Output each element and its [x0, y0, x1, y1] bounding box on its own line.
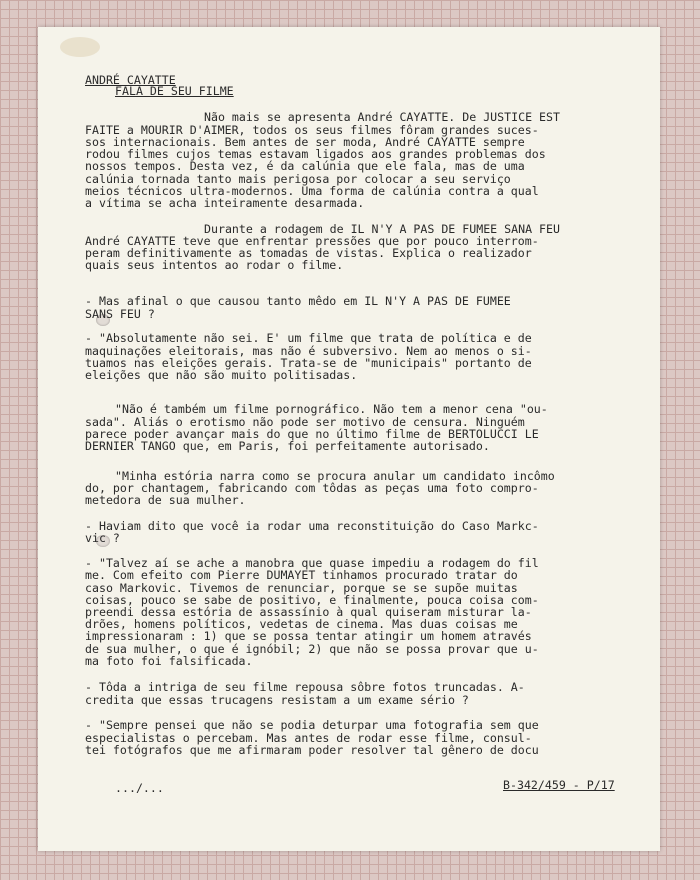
text-line: tuamos nas eleições gerais. Trata-se de "municipais" portanto de: [85, 356, 532, 370]
continuation-mark: .../...: [115, 781, 164, 795]
text-line: sada". Aliás o erotismo não pode ser motivo de censura. Ninguém: [85, 415, 525, 429]
text-line: peram definitivamente as tomadas de vistas. Explica o realizador: [85, 246, 532, 260]
text-line: vic ?: [85, 531, 120, 545]
text-line: - Tôda a intriga de seu filme repousa sôbre fotos truncadas. A-: [85, 680, 525, 694]
text-line: - "Absolutamente não sei. E' um filme que trata de política e de: [85, 331, 532, 345]
text-line: metedora de sua mulher.: [85, 493, 246, 507]
document-subheading: FALA DE SEU FILME: [115, 84, 234, 98]
text-line: credita que essas trucagens resistam a um exame sério ?: [85, 693, 469, 707]
text-line: ma foto foi falsificada.: [85, 654, 253, 668]
text-line: sos internacionais. Bem antes de ser moda, André CAYATTE sempre: [85, 135, 525, 149]
text-line: a vítima se acha inteiramente desarmada.: [85, 196, 365, 210]
text-line: rodou filmes cujos temas estavam ligados aos grandes problemas dos: [85, 147, 546, 161]
text-line: caso Markovic. Tivemos de renunciar, porque se se supõe muitas: [85, 581, 518, 595]
text-line: SANS FEU ?: [85, 307, 155, 321]
text-line: André CAYATTE teve que enfrentar pressões que por pouco interrom-: [85, 234, 539, 248]
text-line: eleições que não são muito politisadas.: [85, 368, 358, 382]
text-line: - Mas afinal o que causou tanto mêdo em IL N'Y A PAS DE FUMEE: [85, 294, 511, 308]
text-line: preendi dessa estória de assassínio à qual quiseram misturar la-: [85, 605, 532, 619]
text-line: do, por chantagem, fabricando com tôdas as peças uma foto compro-: [85, 481, 539, 495]
text-line: nossos tempos. Desta vez, é da calúnia que ele fala, mas de uma: [85, 159, 525, 173]
text-line: Durante a rodagem de IL N'Y A PAS DE FUMEE SANA FEU: [204, 222, 560, 236]
text-line: drões, homens políticos, vedetas de cinema. Mas duas coisas me: [85, 617, 518, 631]
reference-number: B-342/459 - P/17: [503, 778, 615, 792]
document-page: [38, 27, 660, 851]
text-line: - Haviam dito que você ia rodar uma reconstituição do Caso Markc-: [85, 519, 539, 533]
text-line: maquinações eleitorais, mas não é subversivo. Nem ao menos o si-: [85, 344, 532, 358]
text-line: quais seus intentos ao rodar o filme.: [85, 258, 344, 272]
text-line: especialistas o percebam. Mas antes de rodar esse filme, consul-: [85, 731, 532, 745]
text-line: calúnia tornada tanto mais perigosa por colocar a seu serviço: [85, 172, 511, 186]
text-line: "Não é também um filme pornográfico. Não tem a menor cena "ou-: [115, 402, 548, 416]
text-line: impressionaram : 1) que se possa tentar atingir um homem através: [85, 629, 532, 643]
text-line: - "Talvez aí se ache a manobra que quase impediu a rodagem do fil: [85, 556, 539, 570]
text-line: "Minha estória narra como se procura anular um candidato incômo: [115, 469, 555, 483]
document-heading: ANDRÉ CAYATTE: [85, 73, 176, 87]
text-line: FAITE a MOURIR D'AIMER, todos os seus filmes fôram grandes suces-: [85, 123, 539, 137]
text-line: - "Sempre pensei que não se podia deturpar uma fotografia sem que: [85, 718, 539, 732]
text-line: Não mais se apresenta André CAYATTE. De JUSTICE EST: [204, 110, 560, 124]
text-line: parece poder avançar mais do que no último filme de BERTOLUCCI LE: [85, 427, 539, 441]
text-line: de sua mulher, o que é ignóbil; 2) que não se possa provar que u-: [85, 642, 539, 656]
text-line: me. Com efeito com Pierre DUMAYET tinhamos procurado tratar do: [85, 568, 518, 582]
text-line: DERNIER TANGO que, em Paris, foi perfeitamente autorisado.: [85, 439, 490, 453]
text-line: meios técnicos ultra-modernos. Uma forma de calúnia contra a qual: [85, 184, 539, 198]
text-line: tei fotógrafos que me afirmaram poder resolver tal gênero de docu: [85, 743, 539, 757]
text-line: coisas, pouco se sabe de positivo, e finalmente, pouca coisa com-: [85, 593, 539, 607]
paper-stain: [60, 37, 100, 57]
